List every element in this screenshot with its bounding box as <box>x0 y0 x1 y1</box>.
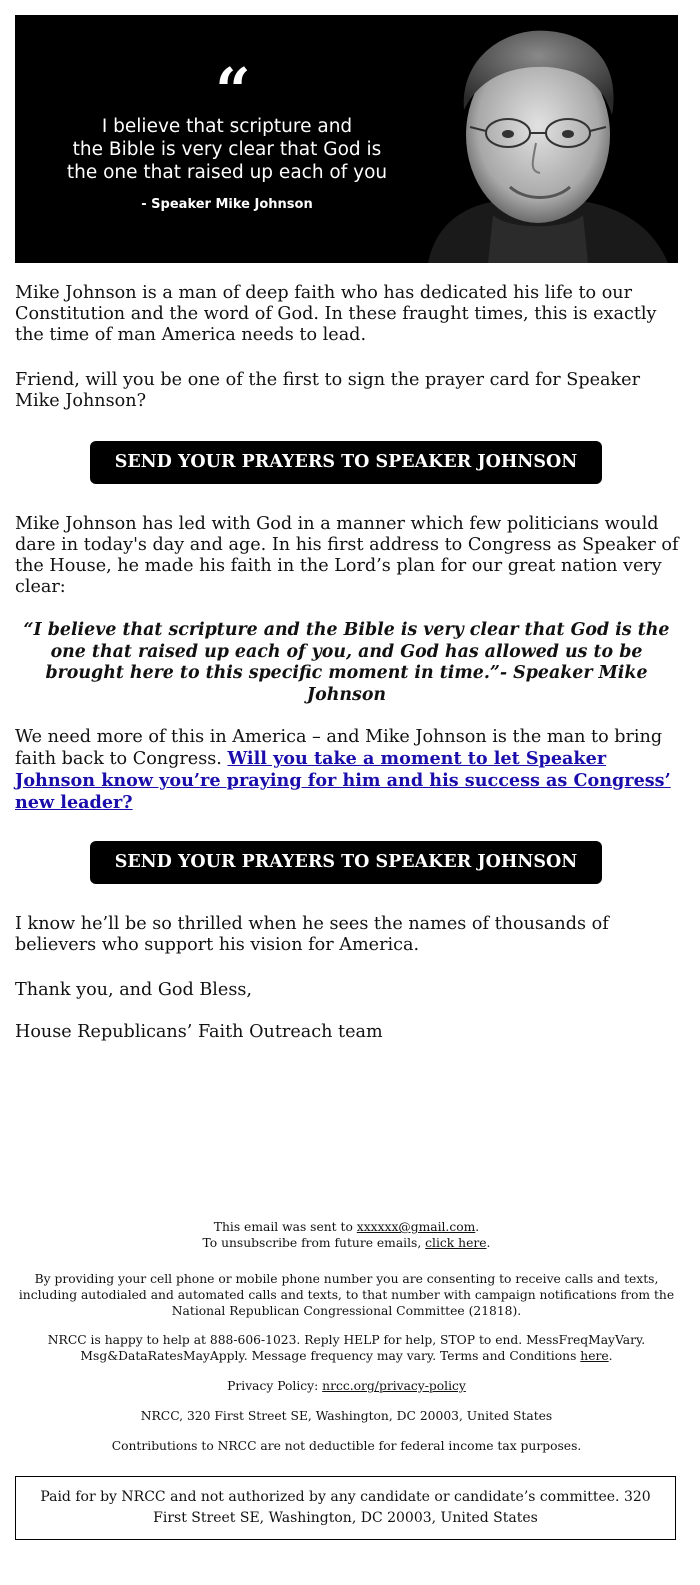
praying-for-him-link[interactable]: Will you take a moment to let Speaker Johnson know you’re praying for him and his success as Congress’ new leader? <box>15 748 671 813</box>
privacy-notice <box>15 1378 678 1394</box>
consent-notice: By providing your cell phone or mobile phone number you are consenting to receive calls and texts, including autodialed and automated calls and texts, to that number with campaign notifications from the National Republican Congressional Committee (21818). <box>18 1272 675 1318</box>
portrait-image <box>398 15 678 263</box>
sent-to-suffix: . <box>475 1220 480 1234</box>
intro-paragraph: Mike Johnson is a man of deep faith who has dedicated his life to our Constitution and the word of God. In these fraught times, this is exactly the time of man America needs to lead. <box>15 283 657 345</box>
mailing-address: NRCC, 320 First Street SE, Washington, DC 20003, United States <box>140 1409 553 1423</box>
thrilled-paragraph: I know he’ll be so thrilled when he sees the names of thousands of believers who support his vision for America. <box>15 914 609 955</box>
prayer-card-question: Friend, will you be one of the first to sign the prayer card for Speaker Mike Johnson? <box>15 370 640 411</box>
contributions-notice: Contributions to NRCC are not deductible for federal income tax purposes. <box>111 1439 582 1453</box>
privacy-policy-link[interactable]: nrcc.org/privacy-policy <box>322 1379 466 1393</box>
recipient-email-link[interactable]: xxxxxx@gmail.com <box>356 1220 476 1234</box>
sent-to-prefix: This email was sent to <box>213 1220 357 1234</box>
terms-suffix: . <box>608 1349 613 1363</box>
terms-link[interactable]: here <box>580 1349 609 1363</box>
sign-off: Thank you, and God Bless, <box>15 980 252 1000</box>
quote-mark-icon: “ <box>215 54 251 127</box>
help-notice <box>15 1332 678 1364</box>
unsubscribe-prefix: To unsubscribe from future emails, <box>202 1236 426 1250</box>
hero-banner <box>15 15 678 263</box>
sent-to-notice <box>15 1219 678 1251</box>
hero-quote-line-2: the Bible is very clear that God is <box>72 139 382 160</box>
help-text: NRCC is happy to help at 888-606-1023. Reply HELP for help, STOP to end. MessFreqMayVary. Msg&DataRatesMayApply. Message frequency may vary. Terms and Conditions <box>47 1333 646 1363</box>
paid-for-text: Paid for by NRCC and not authorized by any candidate or candidate’s committee. 320 First Street SE, Washington, DC 20003, United States <box>40 1489 651 1526</box>
signature-team: House Republicans’ Faith Outreach team <box>15 1022 383 1042</box>
hero-quote-line-1: I believe that scripture and <box>101 116 353 137</box>
cta-paragraph-lead: We need more of this in America – and Mike Johnson is the man to bring faith back to Congress. <box>15 727 663 769</box>
hero-quote-line-3: the one that raised up each of you <box>66 162 388 183</box>
send-prayers-button-1[interactable]: SEND YOUR PRAYERS TO SPEAKER JOHNSON <box>90 441 602 484</box>
paid-for-disclaimer <box>15 1476 676 1540</box>
unsubscribe-link[interactable]: click here <box>425 1236 487 1250</box>
hero-attribution: - Speaker Mike Johnson <box>141 197 313 212</box>
unsubscribe-suffix: . <box>486 1236 491 1250</box>
faith-paragraph: Mike Johnson has led with God in a manner which few politicians would dare in today's day and age. In his first address to Congress as Speaker of the House, he made his faith in the Lord’s plan for our great nation very clear: <box>15 514 679 597</box>
hero-quote <box>37 115 417 184</box>
speaker-quote: “I believe that scripture and the Bible is very clear that God is the one that raised up each of you, and God has allowed us to be brought here to this specific moment in time.”- Speaker Mike Johnson <box>23 620 670 705</box>
send-prayers-button-2[interactable]: SEND YOUR PRAYERS TO SPEAKER JOHNSON <box>90 841 602 884</box>
call-to-action-paragraph <box>15 727 680 814</box>
privacy-prefix: Privacy Policy: <box>227 1379 323 1393</box>
